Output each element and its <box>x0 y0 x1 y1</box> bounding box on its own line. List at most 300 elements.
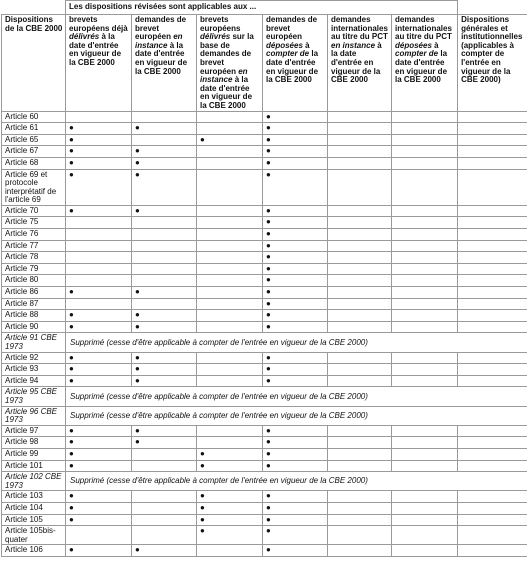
cell-col-1 <box>66 298 132 310</box>
cell-col-4 <box>263 217 328 229</box>
cell-col-5 <box>328 134 392 146</box>
cell-col-5 <box>328 448 392 460</box>
bullet-mark: ● <box>266 157 271 167</box>
cell-col-1 <box>66 364 132 376</box>
bullet-mark: ● <box>69 502 74 512</box>
cell-col-2 <box>132 310 197 322</box>
bullet-mark: ● <box>266 425 271 435</box>
cell-col-2 <box>132 252 197 264</box>
bullet-mark: ● <box>135 352 140 362</box>
bullet-mark: ● <box>69 123 74 133</box>
bullet-mark: ● <box>266 491 271 501</box>
bullet-mark: ● <box>69 364 74 374</box>
cell-col-7 <box>458 111 527 123</box>
bullet-mark: ● <box>266 111 271 121</box>
cell-col-3 <box>197 448 263 460</box>
cell-col-6 <box>392 111 458 123</box>
cell-col-6 <box>392 275 458 287</box>
cell-col-7 <box>458 134 527 146</box>
table-row <box>2 298 527 310</box>
cell-col-4 <box>263 437 328 449</box>
cell-col-4 <box>263 287 328 299</box>
row-label: Article 93 <box>2 364 66 376</box>
cell-col-1 <box>66 352 132 364</box>
cell-col-3 <box>197 205 263 217</box>
cell-col-3 <box>197 229 263 241</box>
col-header-pct-pending: demandes internationales au titre du PCT en instance à la date d'entrée en vigueur de la CBE 2000 <box>328 15 392 112</box>
cell-col-5 <box>328 321 392 333</box>
cell-col-5 <box>328 437 392 449</box>
table-row <box>2 217 527 229</box>
cell-col-3 <box>197 123 263 135</box>
row-label: Article 68 <box>2 157 66 169</box>
table-row <box>2 134 527 146</box>
deleted-note: Supprimé (cesse d'être applicable à compter de l'entrée en vigueur de la CBE 2000) <box>66 406 527 425</box>
cell-col-3 <box>197 514 263 526</box>
row-label: Article 88 <box>2 310 66 322</box>
bullet-mark: ● <box>69 460 74 470</box>
bullet-mark: ● <box>135 169 140 179</box>
cell-col-4 <box>263 460 328 472</box>
bullet-mark: ● <box>135 157 140 167</box>
row-label: Article 75 <box>2 217 66 229</box>
bullet-mark: ● <box>135 287 140 297</box>
cell-col-1 <box>66 321 132 333</box>
cell-col-6 <box>392 263 458 275</box>
cell-col-5 <box>328 491 392 503</box>
cell-col-1 <box>66 425 132 437</box>
cell-col-2 <box>132 134 197 146</box>
cell-col-4 <box>263 526 328 545</box>
bullet-mark: ● <box>266 240 271 250</box>
cell-col-5 <box>328 157 392 169</box>
cell-col-5 <box>328 352 392 364</box>
cell-col-3 <box>197 545 263 557</box>
cell-col-5 <box>328 526 392 545</box>
cell-col-5 <box>328 364 392 376</box>
bullet-mark: ● <box>135 310 140 320</box>
cell-col-4 <box>263 425 328 437</box>
table-row <box>2 364 527 376</box>
cell-col-6 <box>392 157 458 169</box>
cell-col-1 <box>66 491 132 503</box>
bullet-mark: ● <box>135 425 140 435</box>
cell-col-6 <box>392 146 458 158</box>
col-header-granted-from-pending: brevets européens délivrés sur la base de demandes de brevet européen en instance à la date d'entrée en vigueur de la CBE 2000 <box>197 15 263 112</box>
bullet-mark: ● <box>266 364 271 374</box>
row-label: Article 65 <box>2 134 66 146</box>
cell-col-1 <box>66 169 132 205</box>
cell-col-5 <box>328 310 392 322</box>
bullet-mark: ● <box>69 491 74 501</box>
cell-col-3 <box>197 146 263 158</box>
row-label: Article 105 <box>2 514 66 526</box>
cell-col-3 <box>197 502 263 514</box>
cell-col-5 <box>328 217 392 229</box>
header-blank-cell <box>2 1 66 15</box>
cell-col-6 <box>392 123 458 135</box>
row-label: Article 67 <box>2 146 66 158</box>
cell-col-7 <box>458 146 527 158</box>
row-label: Article 61 <box>2 123 66 135</box>
cell-col-5 <box>328 275 392 287</box>
cell-col-2 <box>132 157 197 169</box>
cell-col-2 <box>132 437 197 449</box>
cell-col-7 <box>458 229 527 241</box>
row-label: Article 104 <box>2 502 66 514</box>
bullet-mark: ● <box>200 526 205 536</box>
cell-col-3 <box>197 310 263 322</box>
cell-col-4 <box>263 375 328 387</box>
bullet-mark: ● <box>266 375 271 385</box>
row-label: Article 70 <box>2 205 66 217</box>
cell-col-4 <box>263 502 328 514</box>
cell-col-6 <box>392 310 458 322</box>
cell-col-3 <box>197 240 263 252</box>
cell-col-2 <box>132 502 197 514</box>
bullet-mark: ● <box>266 352 271 362</box>
cell-col-3 <box>197 460 263 472</box>
bullet-mark: ● <box>266 310 271 320</box>
bullet-mark: ● <box>200 134 205 144</box>
bullet-mark: ● <box>266 448 271 458</box>
cell-col-7 <box>458 287 527 299</box>
bullet-mark: ● <box>266 437 271 447</box>
cell-col-1 <box>66 514 132 526</box>
bullet-mark: ● <box>266 275 271 285</box>
cell-col-3 <box>197 157 263 169</box>
cell-col-5 <box>328 229 392 241</box>
table-row <box>2 526 527 545</box>
table-body <box>2 111 527 556</box>
cell-col-1 <box>66 375 132 387</box>
cell-col-1 <box>66 205 132 217</box>
bullet-mark: ● <box>266 460 271 470</box>
cell-col-7 <box>458 310 527 322</box>
cell-col-5 <box>328 252 392 264</box>
row-label: Article 92 <box>2 352 66 364</box>
bullet-mark: ● <box>135 205 140 215</box>
row-label: Article 94 <box>2 375 66 387</box>
bullet-mark: ● <box>69 146 74 156</box>
bullet-mark: ● <box>266 263 271 273</box>
cell-col-6 <box>392 229 458 241</box>
row-label: Article 106 <box>2 545 66 557</box>
cell-col-3 <box>197 298 263 310</box>
cell-col-2 <box>132 205 197 217</box>
bullet-mark: ● <box>200 514 205 524</box>
cell-col-4 <box>263 169 328 205</box>
bullet-mark: ● <box>135 545 140 555</box>
cell-col-1 <box>66 545 132 557</box>
cell-col-4 <box>263 134 328 146</box>
row-label: Article 103 <box>2 491 66 503</box>
cell-col-2 <box>132 448 197 460</box>
cell-col-1 <box>66 217 132 229</box>
row-label: Article 79 <box>2 263 66 275</box>
row-label: Article 78 <box>2 252 66 264</box>
row-label: Article 91 CBE 1973 <box>2 333 66 352</box>
row-label: Article 105bis-quater <box>2 526 66 545</box>
cell-col-5 <box>328 169 392 205</box>
cell-col-1 <box>66 252 132 264</box>
cell-col-1 <box>66 287 132 299</box>
cell-col-7 <box>458 514 527 526</box>
cell-col-1 <box>66 437 132 449</box>
bullet-mark: ● <box>69 545 74 555</box>
cell-col-4 <box>263 491 328 503</box>
bullet-mark: ● <box>266 217 271 227</box>
cell-col-2 <box>132 352 197 364</box>
cell-col-1 <box>66 123 132 135</box>
table-row <box>2 229 527 241</box>
bullet-mark: ● <box>200 502 205 512</box>
cell-col-5 <box>328 146 392 158</box>
cell-col-1 <box>66 146 132 158</box>
cell-col-7 <box>458 364 527 376</box>
table-row <box>2 275 527 287</box>
bullet-mark: ● <box>266 526 271 536</box>
cell-col-1 <box>66 229 132 241</box>
bullet-mark: ● <box>200 491 205 501</box>
cell-col-5 <box>328 375 392 387</box>
bullet-mark: ● <box>266 229 271 239</box>
cell-col-5 <box>328 263 392 275</box>
cell-col-1 <box>66 502 132 514</box>
cell-col-1 <box>66 263 132 275</box>
bullet-mark: ● <box>69 375 74 385</box>
cell-col-7 <box>458 375 527 387</box>
cell-col-3 <box>197 134 263 146</box>
bullet-mark: ● <box>135 364 140 374</box>
table-row <box>2 111 527 123</box>
cell-col-7 <box>458 263 527 275</box>
col-header-pending-applications: demandes de brevet européen en instance à la date d'entrée en vigueur de la CBE 2000 <box>132 15 197 112</box>
table-row <box>2 263 527 275</box>
cell-col-3 <box>197 321 263 333</box>
cell-col-6 <box>392 460 458 472</box>
cell-col-4 <box>263 275 328 287</box>
cell-col-6 <box>392 169 458 205</box>
col-header-pct-filed: demandes internationales au titre du PCT déposées à compter de la date d'entrée en vigueur de la CBE 2000 <box>392 15 458 112</box>
transitional-provisions-table <box>1 0 527 557</box>
cell-col-7 <box>458 526 527 545</box>
cell-col-1 <box>66 134 132 146</box>
header-row-columns <box>2 15 527 112</box>
bullet-mark: ● <box>266 205 271 215</box>
cell-col-3 <box>197 526 263 545</box>
cell-col-7 <box>458 491 527 503</box>
cell-col-2 <box>132 375 197 387</box>
bullet-mark: ● <box>266 134 271 144</box>
row-label: Article 86 <box>2 287 66 299</box>
cell-col-2 <box>132 425 197 437</box>
bullet-mark: ● <box>69 514 74 524</box>
cell-col-4 <box>263 352 328 364</box>
cell-col-2 <box>132 526 197 545</box>
table-row <box>2 514 527 526</box>
cell-col-1 <box>66 310 132 322</box>
cell-col-6 <box>392 352 458 364</box>
bullet-mark: ● <box>69 157 74 167</box>
cell-col-6 <box>392 252 458 264</box>
col-header-provisions: Dispositions de la CBE 2000 <box>2 15 66 112</box>
cell-col-3 <box>197 252 263 264</box>
cell-col-2 <box>132 240 197 252</box>
table-row <box>2 205 527 217</box>
cell-col-7 <box>458 502 527 514</box>
table-row <box>2 387 527 406</box>
table-row <box>2 545 527 557</box>
cell-col-2 <box>132 275 197 287</box>
bullet-mark: ● <box>135 123 140 133</box>
cell-col-4 <box>263 448 328 460</box>
cell-col-2 <box>132 364 197 376</box>
bullet-mark: ● <box>135 437 140 447</box>
cell-col-4 <box>263 123 328 135</box>
bullet-mark: ● <box>135 321 140 331</box>
cell-col-4 <box>263 310 328 322</box>
row-label: Article 101 <box>2 460 66 472</box>
table-row <box>2 333 527 352</box>
cell-col-7 <box>458 275 527 287</box>
cell-col-2 <box>132 123 197 135</box>
bullet-mark: ● <box>200 448 205 458</box>
row-label: Article 76 <box>2 229 66 241</box>
cell-col-6 <box>392 217 458 229</box>
cell-col-7 <box>458 352 527 364</box>
cell-col-6 <box>392 526 458 545</box>
bullet-mark: ● <box>266 123 271 133</box>
cell-col-2 <box>132 298 197 310</box>
cell-col-5 <box>328 502 392 514</box>
cell-col-5 <box>328 545 392 557</box>
header-blank-cell-right <box>458 1 527 15</box>
row-label: Article 60 <box>2 111 66 123</box>
header-row-caption <box>2 1 527 15</box>
cell-col-2 <box>132 169 197 205</box>
cell-col-6 <box>392 287 458 299</box>
cell-col-2 <box>132 217 197 229</box>
row-label: Article 97 <box>2 425 66 437</box>
deleted-note: Supprimé (cesse d'être applicable à compter de l'entrée en vigueur de la CBE 2000) <box>66 387 527 406</box>
row-label: Article 77 <box>2 240 66 252</box>
cell-col-6 <box>392 491 458 503</box>
cell-col-1 <box>66 448 132 460</box>
bullet-mark: ● <box>266 146 271 156</box>
cell-col-4 <box>263 157 328 169</box>
cell-col-6 <box>392 298 458 310</box>
cell-col-2 <box>132 263 197 275</box>
table-row <box>2 375 527 387</box>
table-row <box>2 123 527 135</box>
row-label: Article 90 <box>2 321 66 333</box>
table-row <box>2 352 527 364</box>
cell-col-1 <box>66 460 132 472</box>
table-row <box>2 146 527 158</box>
cell-col-2 <box>132 491 197 503</box>
cell-col-2 <box>132 321 197 333</box>
cell-col-4 <box>263 298 328 310</box>
bullet-mark: ● <box>266 502 271 512</box>
cell-col-7 <box>458 205 527 217</box>
cell-col-3 <box>197 437 263 449</box>
cell-col-2 <box>132 460 197 472</box>
cell-col-6 <box>392 134 458 146</box>
cell-col-1 <box>66 526 132 545</box>
bullet-mark: ● <box>69 310 74 320</box>
cell-col-7 <box>458 545 527 557</box>
bullet-mark: ● <box>69 352 74 362</box>
cell-col-4 <box>263 545 328 557</box>
cell-col-5 <box>328 425 392 437</box>
row-label: Article 80 <box>2 275 66 287</box>
cell-col-1 <box>66 275 132 287</box>
table-row <box>2 169 527 205</box>
cell-col-3 <box>197 169 263 205</box>
cell-col-2 <box>132 146 197 158</box>
row-label: Article 95 CBE 1973 <box>2 387 66 406</box>
cell-col-3 <box>197 263 263 275</box>
cell-col-7 <box>458 252 527 264</box>
deleted-note: Supprimé (cesse d'être applicable à compter de l'entrée en vigueur de la CBE 2000) <box>66 333 527 352</box>
bullet-mark: ● <box>69 205 74 215</box>
cell-col-6 <box>392 437 458 449</box>
cell-col-6 <box>392 545 458 557</box>
cell-col-1 <box>66 111 132 123</box>
bullet-mark: ● <box>69 287 74 297</box>
bullet-mark: ● <box>135 375 140 385</box>
table-row <box>2 252 527 264</box>
cell-col-6 <box>392 240 458 252</box>
cell-col-3 <box>197 425 263 437</box>
row-label: Article 99 <box>2 448 66 460</box>
cell-col-3 <box>197 287 263 299</box>
table-row <box>2 406 527 425</box>
cell-col-6 <box>392 514 458 526</box>
cell-col-4 <box>263 321 328 333</box>
bullet-mark: ● <box>266 545 271 555</box>
bullet-mark: ● <box>69 448 74 458</box>
cell-col-4 <box>263 229 328 241</box>
cell-col-5 <box>328 460 392 472</box>
cell-col-5 <box>328 111 392 123</box>
cell-col-4 <box>263 240 328 252</box>
cell-col-3 <box>197 375 263 387</box>
cell-col-5 <box>328 240 392 252</box>
cell-col-6 <box>392 205 458 217</box>
cell-col-3 <box>197 111 263 123</box>
cell-col-3 <box>197 364 263 376</box>
cell-col-2 <box>132 229 197 241</box>
cell-col-4 <box>263 205 328 217</box>
row-label: Article 98 <box>2 437 66 449</box>
cell-col-4 <box>263 263 328 275</box>
cell-col-7 <box>458 460 527 472</box>
bullet-mark: ● <box>69 169 74 179</box>
table-row <box>2 437 527 449</box>
table-row <box>2 491 527 503</box>
applicable-caption: Les dispositions révisées sont applicables aux ... <box>66 1 458 15</box>
cell-col-5 <box>328 123 392 135</box>
bullet-mark: ● <box>266 514 271 524</box>
cell-col-7 <box>458 448 527 460</box>
cell-col-4 <box>263 146 328 158</box>
cell-col-4 <box>263 514 328 526</box>
cell-col-7 <box>458 437 527 449</box>
bullet-mark: ● <box>266 298 271 308</box>
cell-col-6 <box>392 448 458 460</box>
